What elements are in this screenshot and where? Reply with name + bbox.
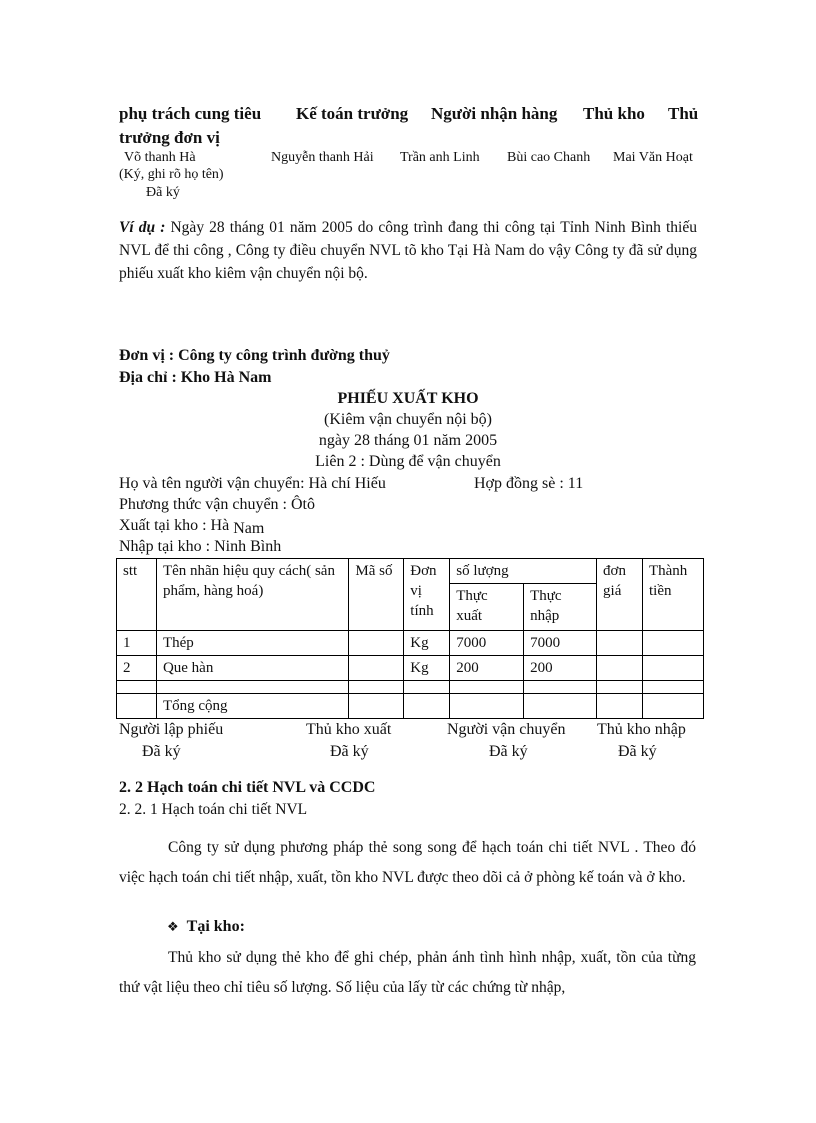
slip-copy: Liên 2 : Dùng để vận chuyển — [315, 453, 501, 470]
cell-out: 7000 — [450, 631, 524, 656]
example-text: Ngày 28 tháng 01 năm 2005 do công trình đang thi công tại Tỉnh Ninh Bình thiếu NVL để thi công , Công ty điều chuyển NVL tõ kho Tại Hà Nam do vậy Công ty đã sử dụng phiếu xuất kho kiêm vận chuyển nội bộ. — [119, 219, 697, 282]
example-label: Ví dụ : — [119, 219, 166, 236]
section-paragraph-2: Thủ kho sử dụng thẻ kho để ghi chép, phản ánh tình hình nhập, xuất, tồn của từng thứ vật liệu theo chỉ tiêu số lượng. Số liệu của lấy từ các chứng từ nhập, — [119, 949, 696, 996]
table-total-row — [117, 694, 704, 719]
section-heading: 2. 2 Hạch toán chi tiết NVL và CCDC — [119, 779, 376, 796]
table-row — [117, 656, 704, 681]
cell-unit: Kg — [404, 656, 450, 681]
slip-sign-import-keeper: Thủ kho nhập — [597, 721, 686, 738]
cell-amount — [642, 631, 703, 656]
th-code: Mã số — [349, 559, 404, 631]
bullet-label: Tại kho: — [186, 918, 245, 935]
slip-date: ngày 28 tháng 01 năm 2005 — [318, 432, 498, 449]
slip-export-from-label: Xuất tại kho : Hà — [119, 517, 230, 534]
cell-unit: Kg — [404, 631, 450, 656]
th-stt: stt — [117, 559, 157, 631]
slip-table — [116, 558, 704, 719]
table-row-empty — [117, 681, 704, 694]
slip-unit: Đơn vị : Công ty công trình đường thuỷ — [119, 347, 390, 364]
cell-price — [597, 631, 643, 656]
example-paragraph — [119, 216, 697, 285]
cell-in: 200 — [524, 656, 597, 681]
table-row — [117, 631, 704, 656]
sig-name-storekeeper: Bùi cao Chanh — [507, 150, 591, 165]
cell-price — [597, 656, 643, 681]
cell-code — [349, 656, 404, 681]
th-price: đơn giá — [597, 559, 643, 631]
th-qty-out: Thực xuất — [450, 584, 524, 631]
bullet-tai-kho — [167, 918, 245, 936]
sig-role-head-part1: Thủ — [668, 104, 699, 123]
cell-code — [349, 631, 404, 656]
slip-contract: Hợp đồng sè : 11 — [474, 475, 584, 492]
sig-name-head: Mai Văn Hoạt — [613, 150, 693, 165]
sig-signed: Đã ký — [146, 185, 180, 200]
sig-note: (Ký, ghi rõ họ tên) — [119, 167, 224, 182]
sig-role-storekeeper: Thủ kho — [583, 104, 645, 123]
sig-name-procurement: Võ thanh Hà — [124, 150, 196, 165]
sig-role-procurement: phụ trách cung tiêu — [119, 104, 262, 123]
th-qty-in: Thực nhập — [524, 584, 597, 631]
th-qty: số lượng — [450, 559, 597, 584]
sig-role-receiver: Người nhận hàng — [431, 104, 558, 123]
sig-name-chief-accountant: Nguyễn thanh Hải — [271, 150, 374, 165]
cell-out: 200 — [450, 656, 524, 681]
cell-total-label: Tổng cộng — [156, 694, 348, 719]
slip-export-from-tail: Nam — [233, 520, 265, 537]
slip-subtitle: (Kiêm vận chuyển nội bộ) — [324, 411, 492, 428]
section-paragraph-1: Công ty sử dụng phương pháp thẻ song song để hạch toán chi tiết NVL . Theo đó việc hạch toán chi tiết nhập, xuất, tồn kho NVL được theo dõi cả ở phòng kế toán và ở kho. — [119, 839, 696, 886]
sig-role-head-part2: trưởng đơn vị — [119, 128, 220, 147]
cell-name: Que hàn — [156, 656, 348, 681]
slip-export-from — [119, 517, 264, 535]
table-header-row — [117, 559, 704, 584]
section-subheading: 2. 2. 1 Hạch toán chi tiết NVL — [119, 801, 308, 818]
cell-name: Thép — [156, 631, 348, 656]
cell-stt: 2 — [117, 656, 157, 681]
th-amount: Thành tiền — [642, 559, 703, 631]
slip-transport: Phương thức vận chuyển : Ôtô — [119, 496, 315, 513]
slip-sign-export-keeper: Thủ kho xuất — [306, 721, 392, 738]
sig-name-receiver: Trần anh Linh — [400, 150, 480, 165]
slip-import-to: Nhập tại kho : Ninh Bình — [119, 538, 282, 555]
cell-in: 7000 — [524, 631, 597, 656]
slip-signed-4: Đã ký — [618, 743, 657, 760]
slip-title: PHIẾU XUẤT KHO — [337, 390, 479, 407]
slip-signed-3: Đã ký — [489, 743, 528, 760]
slip-signed-2: Đã ký — [330, 743, 369, 760]
th-name: Tên nhãn hiệu quy cách( sản phẩm, hàng hoá) — [156, 559, 348, 631]
cell-stt: 1 — [117, 631, 157, 656]
slip-carrier: Họ và tên người vận chuyển: Hà chí Hiếu — [119, 475, 386, 492]
slip-signed-1: Đã ký — [142, 743, 181, 760]
slip-address: Địa chỉ : Kho Hà Nam — [119, 369, 272, 386]
diamond-bullet-icon: ❖ — [167, 920, 179, 935]
slip-sign-carrier: Người vận chuyển — [447, 721, 566, 738]
sig-role-chief-accountant: Kế toán trưởng — [296, 104, 409, 123]
slip-sign-creator: Người lập phiếu — [119, 721, 224, 738]
th-unit: Đơn vị tính — [404, 559, 450, 631]
cell-amount — [642, 656, 703, 681]
